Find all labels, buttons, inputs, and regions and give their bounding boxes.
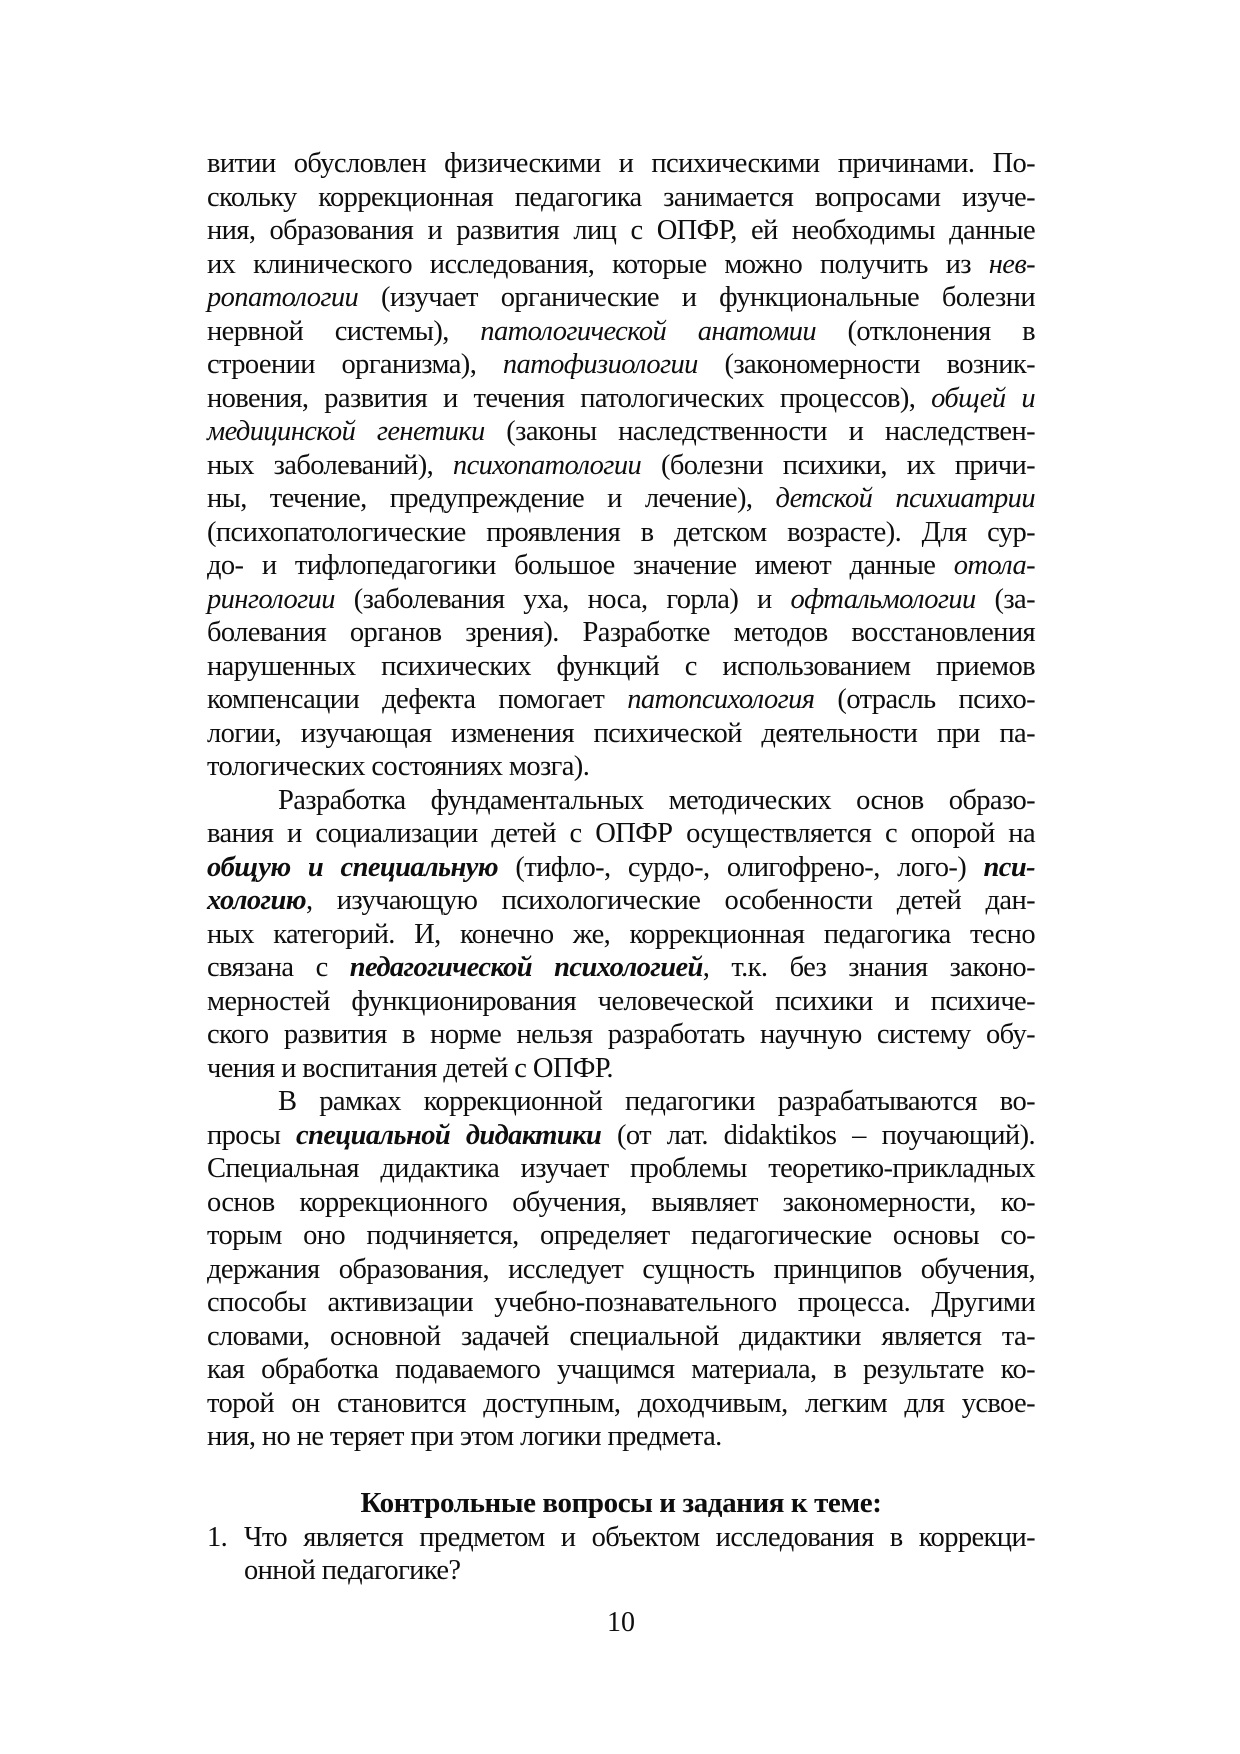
text-run: компенсации дефекта помогает: [207, 684, 628, 715]
text-line: [207, 616, 1035, 650]
text-run: (от лат. didaktikos – поучающий).: [601, 1119, 1035, 1151]
text-run: торым оно подчиняется, определяет педагогические основы со-: [207, 1220, 1035, 1251]
text-run: (закономерности возник-: [697, 349, 1035, 380]
text-run: нервной системы),: [207, 315, 481, 347]
text-run: (психопатологические проявления в детском возрасте). Для сур-: [207, 516, 1035, 548]
text-run: тологических состояниях мозга).: [207, 751, 590, 782]
text-line: [207, 884, 1035, 918]
italic-term: общей и: [931, 382, 1035, 414]
text-line: [207, 951, 1035, 985]
list-number: 1.: [207, 1521, 228, 1553]
text-line: [207, 1521, 1035, 1555]
text-run: нарушенных психических функций с использованием приемов: [207, 650, 1035, 682]
text-run: словами, основной задачей специальной дидактики является та-: [207, 1320, 1035, 1352]
text-run: мерностей функционирования человеческой психики и психиче-: [207, 985, 1035, 1017]
paragraph: [207, 784, 1035, 1086]
question-item: [207, 1521, 1035, 1588]
text-run: новения, развития и течения патологических процессов),: [207, 382, 932, 414]
text-run: ского развития в норме нельзя разработать научную систему обу-: [207, 1019, 1035, 1050]
italic-term: офтальмологии: [790, 583, 976, 615]
text-line: [207, 415, 1035, 449]
text-run: скольку коррекционная педагогика занимается вопросами изуче-: [207, 181, 1035, 213]
text-run: (болезни психики, их причи-: [641, 449, 1036, 481]
text-line: [207, 1253, 1035, 1287]
text-line: [207, 1420, 1035, 1454]
text-line: [207, 516, 1035, 550]
text-run: держания образования, исследует сущность принципов обучения,: [207, 1253, 1035, 1285]
text-line: [207, 549, 1035, 583]
text-run: вания и социализации детей с ОПФР осуществляется с опорой на: [207, 818, 1035, 849]
text-run: (отклонения в: [816, 315, 1035, 347]
text-run: их клинического исследования, которые можно получить из: [207, 248, 989, 280]
text-run: В рамках коррекционной педагогики разрабатываются во-: [278, 1086, 1035, 1117]
text-block: [207, 147, 1035, 1639]
text-line: [207, 248, 1035, 282]
text-run: ных категорий. И, конечно же, коррекционная педагогика тесно: [207, 918, 1035, 950]
text-line: [207, 1387, 1035, 1421]
italic-term: рингологии: [207, 583, 335, 615]
text-run: онной педагогике?: [244, 1555, 461, 1586]
text-line: [207, 851, 1035, 885]
text-run: , т.к. без знания законо-: [702, 952, 1035, 983]
text-run: до- и тифлопедагогики большое значение имеют данные: [207, 550, 954, 581]
text-line: [207, 717, 1035, 751]
text-run: ны, течение, предупреждение и лечение),: [207, 483, 776, 514]
text-run: способы активизации учебно-познавательного процесса. Другими: [207, 1287, 1035, 1318]
text-run: , изучающую психологические особенности детей дан-: [305, 885, 1035, 916]
text-line: [207, 1286, 1035, 1320]
text-line: [207, 315, 1035, 349]
section-heading: Контрольные вопросы и задания к теме:: [360, 1487, 882, 1519]
text-line: [207, 650, 1035, 684]
bold-italic-term: пси-: [983, 851, 1035, 883]
question-list: [207, 1521, 1035, 1588]
text-line: [207, 750, 1035, 784]
text-line: [207, 1119, 1035, 1153]
text-line: [207, 817, 1035, 851]
body-text: [207, 147, 1035, 1454]
italic-term: патологической анатомии: [480, 315, 816, 347]
italic-term: психопатологии: [452, 449, 642, 481]
text-line: [207, 1186, 1035, 1220]
text-line: [207, 382, 1035, 416]
text-run: (изучает органические и функциональные болезни: [358, 282, 1035, 313]
text-run: Специальная дидактика изучает проблемы теоретико-прикладных: [207, 1153, 1035, 1184]
text-line: [207, 784, 1035, 818]
bold-italic-term: педагогической психологией: [349, 952, 703, 983]
text-run: кая обработка подаваемого учащимся материала, в результате ко-: [207, 1354, 1035, 1385]
bold-italic-term: хологию: [207, 885, 306, 916]
text-run: Что является предметом и объектом исследования в коррекци-: [244, 1521, 1035, 1553]
text-run: витии обусловлен физическими и психическими причинами. По-: [207, 148, 1035, 179]
italic-term: нев-: [988, 248, 1035, 280]
italic-term: детской психиатрии: [775, 483, 1035, 514]
text-run: просы: [207, 1119, 297, 1151]
text-line: [207, 1219, 1035, 1253]
text-line: [207, 214, 1035, 248]
text-run: строении организма),: [207, 349, 503, 380]
text-run: болевания органов зрения). Разработке методов восстановления: [207, 617, 1035, 648]
text-line: [207, 683, 1035, 717]
bold-italic-term: общую и специальную: [207, 851, 498, 883]
text-run: чения и воспитания детей с ОПФР.: [207, 1052, 613, 1084]
text-line: [207, 281, 1035, 315]
text-run: (тифло-, сурдо-, олигофрено-, лого-): [497, 851, 984, 883]
text-line: [207, 583, 1035, 617]
text-run: Разработка фундаментальных методических основ образо-: [278, 784, 1035, 816]
text-line: [207, 985, 1035, 1019]
text-line: [207, 449, 1035, 483]
text-run: торой он становится доступным, доходчивым, легким для усвое-: [207, 1387, 1035, 1419]
paragraph: [207, 1085, 1035, 1454]
text-run: (отрасль психо-: [814, 684, 1035, 715]
paragraph: [207, 147, 1035, 784]
text-line: [207, 147, 1035, 181]
text-line: [207, 348, 1035, 382]
text-run: (заболевания уха, носа, горла) и: [334, 583, 791, 615]
text-run: ных заболеваний),: [207, 449, 453, 481]
italic-term: ропатологии: [207, 282, 359, 313]
italic-term: патофизиологии: [502, 349, 698, 380]
text-run: связана с: [207, 952, 350, 983]
text-line: [207, 482, 1035, 516]
text-line: [207, 1320, 1035, 1354]
text-line: [207, 1554, 1035, 1588]
text-line: [207, 918, 1035, 952]
italic-term: отола-: [953, 550, 1035, 581]
text-line: [207, 181, 1035, 215]
text-line: [207, 1085, 1035, 1119]
text-run: основ коррекционного обучения, выявляет закономерности, ко-: [207, 1186, 1035, 1218]
text-line: [207, 1018, 1035, 1052]
text-run: ния, образования и развития лиц с ОПФР, ей необходимы данные: [207, 215, 1035, 246]
text-run: (законы наследственности и наследствен-: [484, 416, 1035, 447]
text-run: ния, но не теряет при этом логики предмета.: [207, 1421, 722, 1452]
bold-italic-term: специальной дидактики: [296, 1119, 602, 1151]
text-run: логии, изучающая изменения психической деятельности при па-: [207, 717, 1035, 749]
italic-term: медицинской генетики: [207, 416, 485, 447]
text-line: [207, 1152, 1035, 1186]
page-number: 10: [607, 1606, 635, 1638]
text-line: [207, 1353, 1035, 1387]
text-line: [207, 1052, 1035, 1086]
text-run: (за-: [975, 583, 1035, 615]
italic-term: патопсихология: [627, 684, 815, 715]
